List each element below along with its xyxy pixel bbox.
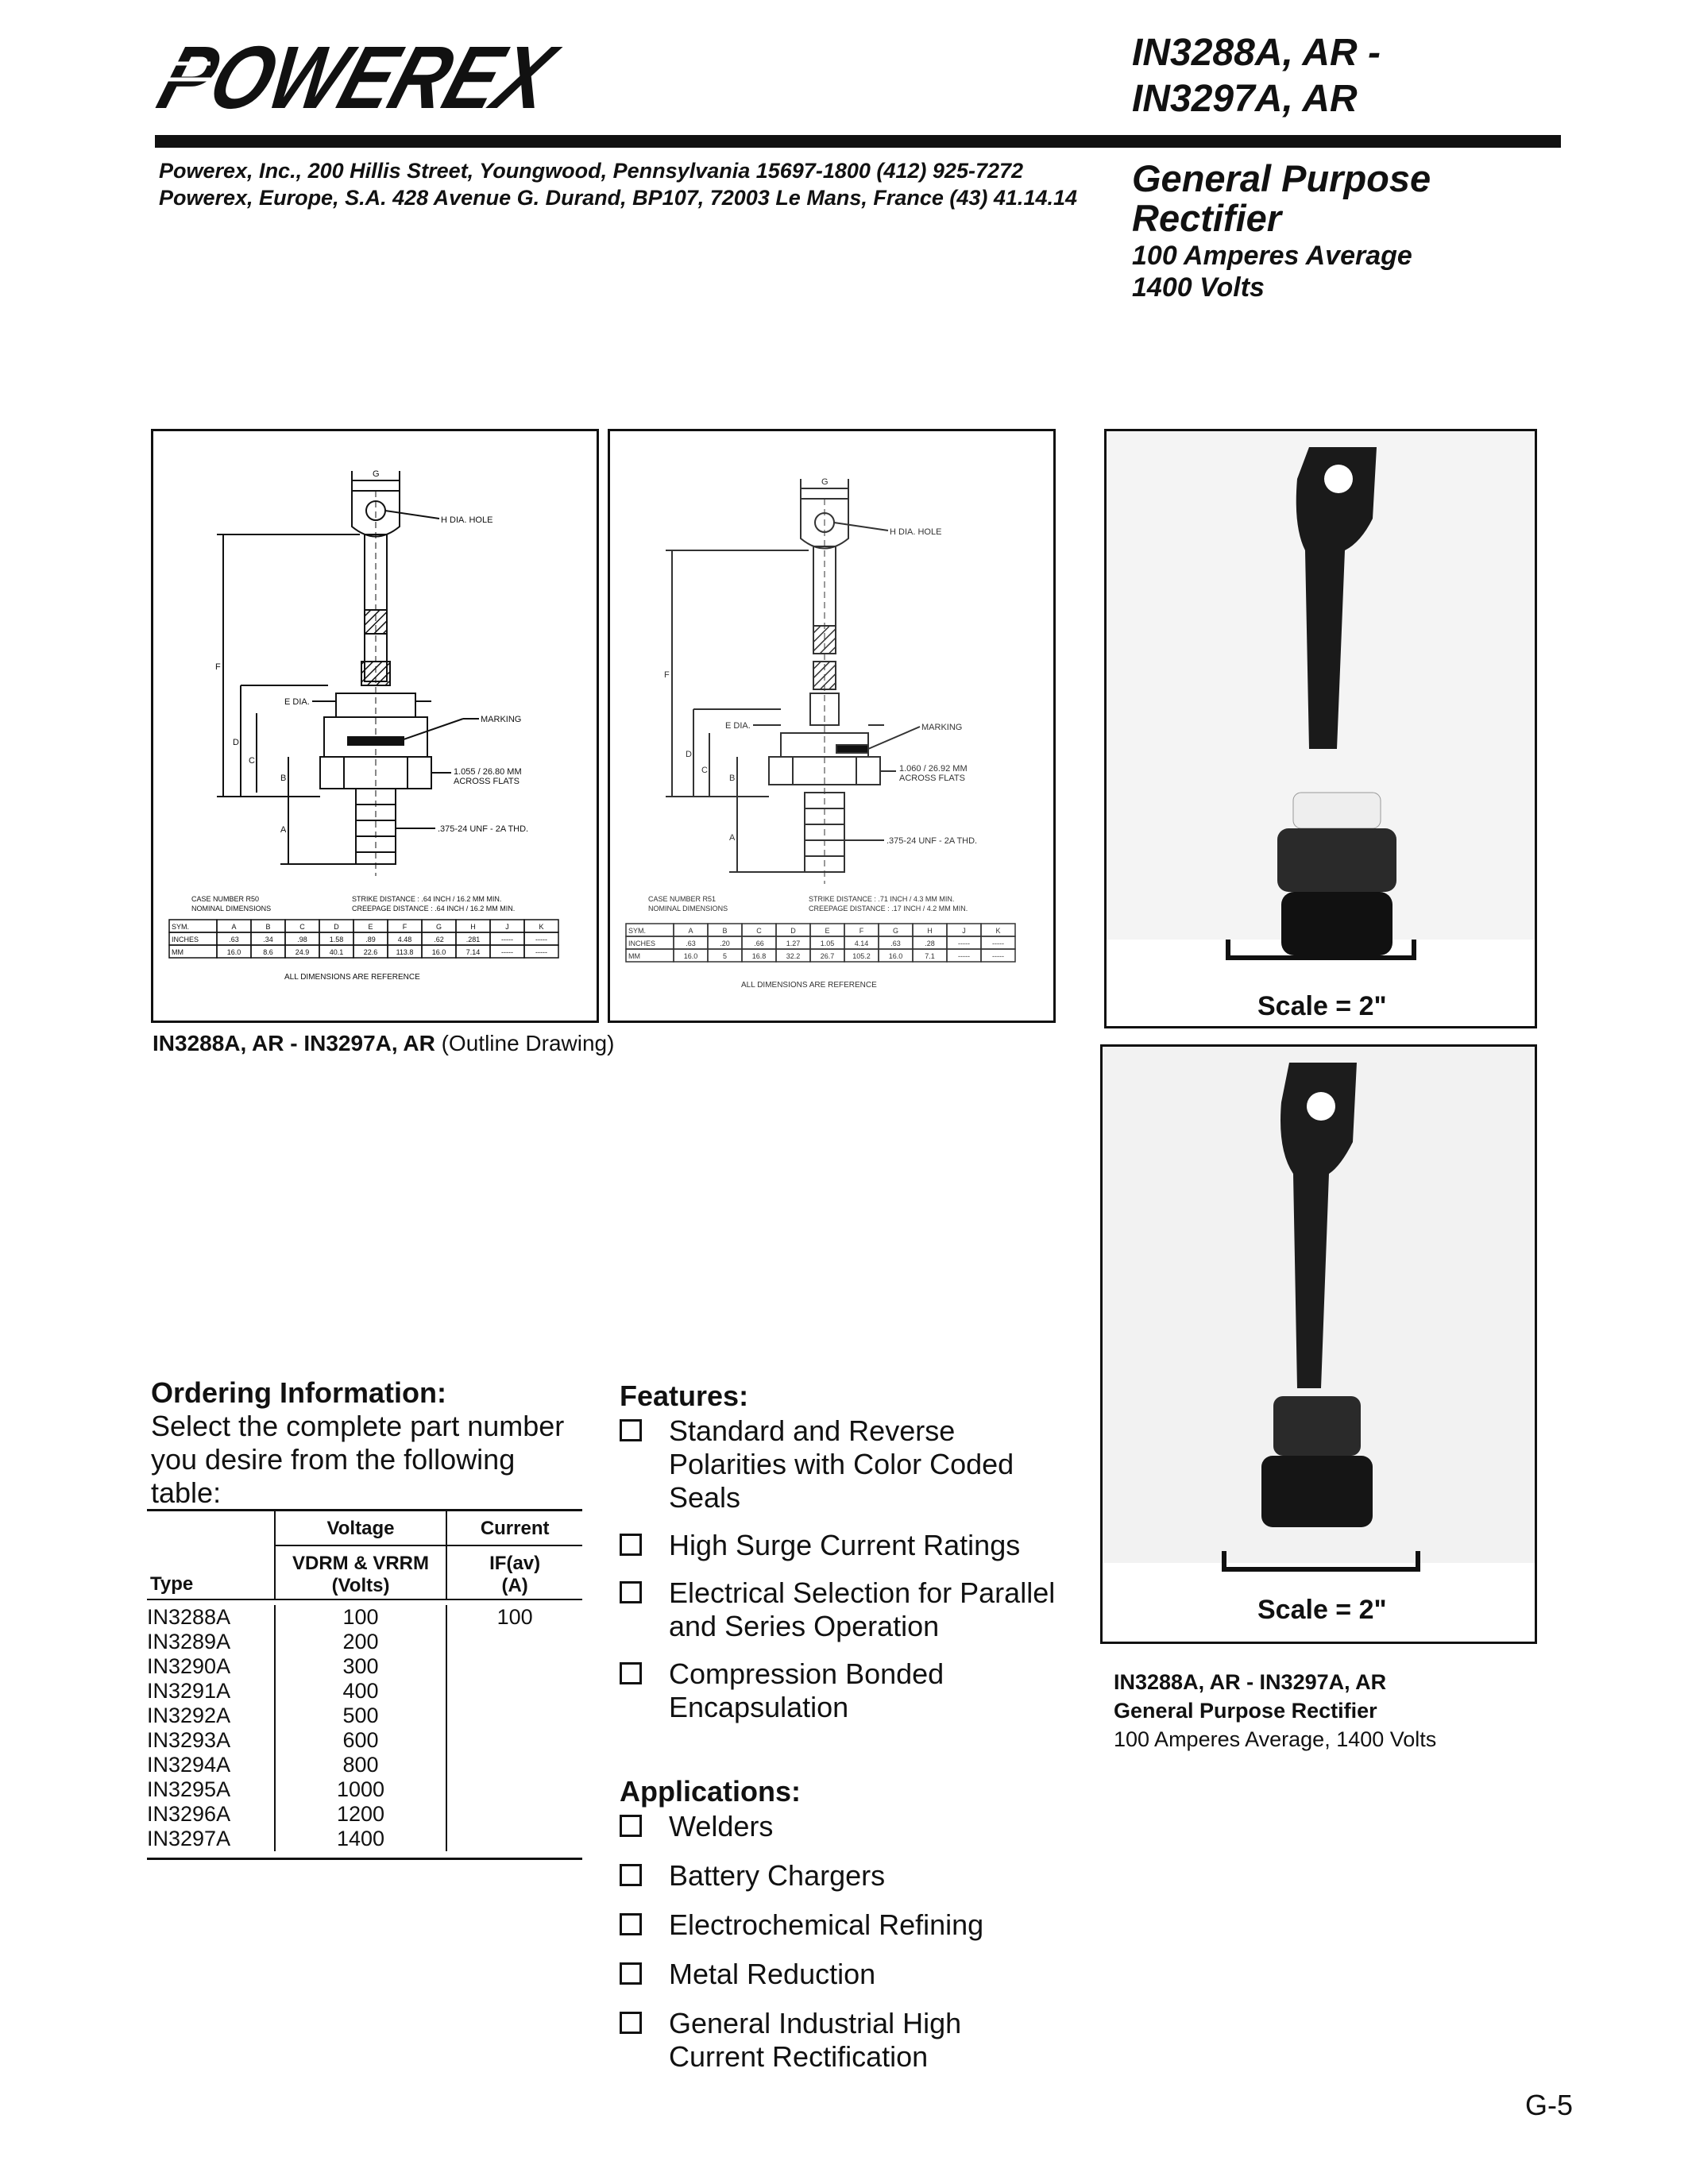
type-cell: IN3294A (147, 1753, 231, 1777)
col-type-header: Type (150, 1573, 194, 1595)
logo-text: POWEREX (147, 28, 635, 128)
page-number: G-5 (1525, 2089, 1574, 2121)
current-cell (447, 1704, 582, 1728)
dimension-cell: INCHES (628, 940, 656, 947)
voltage-cell: 800 (342, 1753, 379, 1777)
svg-text:CREEPAGE DISTANCE : .64 INCH /: CREEPAGE DISTANCE : .64 INCH / 16.2 MM MIN. (352, 905, 516, 913)
dimension-cell: MM (628, 952, 640, 960)
svg-text:E DIA.: E DIA. (725, 721, 751, 731)
svg-text:G: G (373, 469, 380, 479)
dimension-cell: ----- (958, 952, 970, 960)
checkbox-icon (620, 1534, 642, 1556)
dimension-cell: J (962, 927, 966, 935)
current-cell (447, 1654, 582, 1679)
outline-drawing-r51 (608, 429, 1056, 1023)
dimension-cell: ----- (992, 952, 1004, 960)
part-number-title (1132, 30, 1381, 122)
applications-list (620, 1810, 1064, 2089)
list-item (620, 1414, 1064, 1515)
dimension-cell: K (539, 923, 544, 931)
svg-text:C: C (249, 756, 255, 766)
svg-text:C: C (701, 766, 708, 775)
list-item-label: High Surge Current Ratings (669, 1529, 1021, 1561)
dimension-cell: 4.48 (397, 936, 412, 943)
dimension-cell: .34 (263, 936, 273, 943)
dimension-cell: .89 (365, 936, 376, 943)
type-cell: IN3295A (147, 1777, 231, 1801)
list-item-label: Electrical Selection for Parallel and Series Operation (669, 1576, 1056, 1642)
dimension-cell: K (995, 927, 1001, 935)
svg-text:A: A (729, 833, 736, 843)
voltage-cell: 200 (342, 1630, 379, 1653)
checkbox-icon (620, 1815, 642, 1837)
current-cell (447, 1753, 582, 1777)
col-current-unit: (A) (501, 1575, 528, 1596)
part-number-line1: IN3288A, AR - (1132, 32, 1381, 74)
dimension-cell: 16.0 (431, 948, 446, 956)
dimension-cell: E (825, 927, 830, 935)
company-address (159, 157, 1077, 211)
ordering-intro: Select the complete part number you desire from the following table: (151, 1410, 565, 1509)
checkbox-icon (620, 1913, 642, 1935)
dimension-cell: SYM. (628, 927, 647, 935)
svg-text:B: B (280, 774, 287, 783)
dimension-cell: B (265, 923, 271, 931)
dimension-cell: D (790, 927, 796, 935)
current-cell (447, 1728, 582, 1753)
type-cell: IN3292A (147, 1704, 231, 1727)
current-cell: 100 (496, 1605, 533, 1629)
current-cell (447, 1777, 582, 1802)
spec-current: 100 Amperes Average (1132, 241, 1412, 271)
list-item (620, 2007, 1064, 2074)
list-item (620, 1908, 1064, 1942)
svg-text:ACROSS FLATS: ACROSS FLATS (454, 777, 520, 786)
dimension-cell: ----- (958, 940, 970, 947)
type-cell: IN3297A (147, 1827, 231, 1850)
svg-text:D: D (233, 738, 239, 747)
voltage-cell: 300 (342, 1654, 379, 1678)
svg-text:F: F (215, 662, 221, 672)
list-item-label: Electrochemical Refining (669, 1908, 984, 1941)
svg-text:ACROSS FLATS: ACROSS FLATS (899, 774, 965, 783)
svg-text:NOMINAL DIMENSIONS: NOMINAL DIMENSIONS (191, 905, 272, 913)
outline-drawing-r51-svg (610, 431, 1053, 1021)
dimension-cell: 26.7 (820, 952, 835, 960)
dimension-cell: H (927, 927, 933, 935)
features-list (620, 1414, 1064, 1738)
dimension-cell: A (688, 927, 693, 935)
dimension-cell: .98 (297, 936, 307, 943)
photo-caption (1114, 1668, 1436, 1754)
type-cell: IN3289A (147, 1630, 231, 1653)
checkbox-icon (620, 1581, 642, 1603)
svg-text:B: B (729, 774, 736, 783)
svg-text:ALL DIMENSIONS ARE REFERENCE: ALL DIMENSIONS ARE REFERENCE (741, 981, 877, 990)
dimension-cell: ----- (501, 948, 513, 956)
product-title-line1: General Purpose (1132, 157, 1431, 199)
svg-text:ALL DIMENSIONS ARE REFERENCE: ALL DIMENSIONS ARE REFERENCE (284, 973, 420, 982)
product-photo-2 (1100, 1044, 1537, 1644)
outline-caption-label: (Outline Drawing) (441, 1031, 615, 1055)
features-heading: Features: (620, 1379, 749, 1412)
svg-text:1.060 / 26.92 MM: 1.060 / 26.92 MM (899, 764, 968, 774)
list-item (620, 1810, 1064, 1843)
type-cell: IN3293A (147, 1728, 231, 1752)
product-specs (1132, 240, 1412, 303)
current-cell (447, 1827, 582, 1851)
outline-drawing-r50-svg (153, 431, 597, 1021)
dimension-cell: ----- (535, 948, 547, 956)
dimension-cell: 105.2 (852, 952, 871, 960)
dimension-cell: C (299, 923, 305, 931)
svg-text:H DIA. HOLE: H DIA. HOLE (441, 515, 493, 525)
svg-text:H DIA. HOLE: H DIA. HOLE (890, 527, 942, 537)
svg-text:1.055 / 26.80 MM: 1.055 / 26.80 MM (454, 767, 522, 777)
dimension-cell: C (756, 927, 762, 935)
voltage-cell: 1200 (336, 1802, 385, 1826)
list-item-label: General Industrial High Current Rectification (669, 2007, 962, 2073)
voltage-cell: 600 (342, 1728, 379, 1752)
list-item (620, 1657, 1064, 1724)
dimension-cell: .63 (229, 936, 239, 943)
list-item (620, 1958, 1064, 1991)
outline-drawing-r50 (151, 429, 599, 1023)
svg-text:STRIKE DISTANCE : .71 INCH / 4: STRIKE DISTANCE : .71 INCH / 4.3 MM MIN. (809, 895, 955, 903)
current-cell (447, 1630, 582, 1654)
photo-caption-title: General Purpose Rectifier (1114, 1699, 1377, 1723)
product-title (1132, 159, 1431, 238)
checkbox-icon (620, 1419, 642, 1441)
dimension-cell: 16.0 (888, 952, 903, 960)
dimension-cell: SYM. (172, 923, 190, 931)
col-current-sub: IF(av) (447, 1545, 582, 1575)
address-us: Powerex, Inc., 200 Hillis Street, Youngwood, Pennsylvania 15697-1800 (412) 925-7272 (159, 159, 1024, 183)
dimension-cell: 7.14 (465, 948, 481, 956)
dimension-cell: 16.0 (683, 952, 698, 960)
svg-text:.375-24 UNF - 2A THD.: .375-24 UNF - 2A THD. (886, 836, 978, 846)
dimension-cell: 4.14 (854, 940, 869, 947)
ordering-table (147, 1509, 582, 1860)
list-item (620, 1576, 1064, 1643)
product-title-line2: Rectifier (1132, 197, 1282, 239)
dimension-cell: F (859, 927, 864, 935)
svg-text:STRIKE DISTANCE : .64 INCH / 1: STRIKE DISTANCE : .64 INCH / 16.2 MM MIN. (352, 895, 502, 903)
col-voltage-unit: (Volts) (331, 1575, 390, 1596)
dimension-cell: ----- (992, 940, 1004, 947)
dimension-table-r50 (169, 920, 558, 958)
type-cell: IN3290A (147, 1654, 231, 1678)
scale-label-2: Scale = 2" (1257, 1595, 1387, 1625)
list-item-label: Standard and Reverse Polarities with Color Coded Seals (669, 1414, 1014, 1514)
dimension-table-r51 (626, 924, 1015, 962)
type-cell: IN3288A (147, 1605, 231, 1629)
svg-text:MARKING: MARKING (481, 715, 522, 724)
svg-text:G: G (821, 477, 829, 487)
svg-text:E DIA.: E DIA. (284, 697, 310, 707)
dimension-cell: .281 (465, 936, 481, 943)
svg-text:.375-24 UNF - 2A THD.: .375-24 UNF - 2A THD. (438, 824, 529, 834)
list-item-label: Welders (669, 1810, 774, 1843)
checkbox-icon (620, 1962, 642, 1985)
ordering-rows (147, 1600, 582, 1858)
list-item-label: Metal Reduction (669, 1958, 876, 1990)
col-current-header: Current (480, 1518, 550, 1539)
applications-heading: Applications: (620, 1775, 802, 1808)
svg-text:CASE NUMBER R51: CASE NUMBER R51 (648, 895, 717, 903)
dimension-cell: 32.2 (786, 952, 801, 960)
svg-text:A: A (280, 825, 287, 835)
col-voltage-sub: VDRM & VRRM (276, 1545, 446, 1575)
col-voltage-header: Voltage (326, 1518, 395, 1539)
svg-text:CREEPAGE DISTANCE : .17 INCH /: CREEPAGE DISTANCE : .17 INCH / 4.2 MM MIN. (809, 905, 968, 913)
dimension-cell: J (505, 923, 509, 931)
type-cell: IN3296A (147, 1802, 231, 1826)
dimension-cell: 40.1 (329, 948, 344, 956)
ordering-heading: Ordering Information: (151, 1376, 446, 1409)
dimension-cell: 22.6 (363, 948, 378, 956)
dimension-cell: G (435, 923, 442, 931)
outline-caption-parts: IN3288A, AR - IN3297A, AR (153, 1031, 435, 1055)
dimension-cell: 5 (722, 952, 728, 960)
dimension-cell: H (470, 923, 476, 931)
dimension-cell: MM (172, 948, 183, 956)
voltage-cell: 500 (342, 1704, 379, 1727)
outline-caption (153, 1031, 614, 1056)
dimension-cell: .62 (434, 936, 444, 943)
list-item (620, 1529, 1064, 1562)
list-item (620, 1859, 1064, 1893)
dimension-cell: 1.05 (820, 940, 835, 947)
dimension-cell: .63 (686, 940, 696, 947)
svg-text:D: D (686, 750, 692, 759)
dimension-cell: 16.0 (226, 948, 241, 956)
rectifier-photo-2 (1103, 1047, 1535, 1642)
dimension-cell: 8.6 (263, 948, 273, 956)
checkbox-icon (620, 2012, 642, 2034)
part-number-line2: IN3297A, AR (1132, 78, 1358, 120)
dimension-cell: D (334, 923, 339, 931)
voltage-cell: 400 (342, 1679, 379, 1703)
checkbox-icon (620, 1864, 642, 1886)
current-cell (447, 1679, 582, 1704)
dimension-cell: ----- (535, 936, 547, 943)
dimension-cell: A (231, 923, 237, 931)
dimension-cell: 7.1 (925, 952, 935, 960)
dimension-cell: 24.9 (295, 948, 310, 956)
dimension-cell: 113.8 (396, 948, 414, 956)
dimension-cell: B (722, 927, 728, 935)
scale-label-1: Scale = 2" (1257, 991, 1387, 1021)
header-rule (155, 135, 1561, 148)
spec-voltage: 1400 Volts (1132, 272, 1265, 303)
dimension-cell: .66 (754, 940, 764, 947)
dimension-cell: 16.8 (751, 952, 767, 960)
dimension-cell: E (368, 923, 373, 931)
dimension-cell: G (892, 927, 899, 935)
photo-caption-parts: IN3288A, AR - IN3297A, AR (1114, 1670, 1387, 1694)
dimension-cell: .20 (720, 940, 730, 947)
powerex-logo (147, 28, 635, 128)
dimension-cell: .63 (890, 940, 901, 947)
voltage-cell: 1000 (336, 1777, 385, 1801)
checkbox-icon (620, 1662, 642, 1684)
dimension-cell: .28 (925, 940, 935, 947)
type-cell: IN3291A (147, 1679, 231, 1703)
dimension-cell: 1.58 (329, 936, 344, 943)
list-item-label: Battery Chargers (669, 1859, 886, 1892)
voltage-cell: 1400 (336, 1827, 385, 1850)
svg-text:NOMINAL DIMENSIONS: NOMINAL DIMENSIONS (648, 905, 728, 913)
dimension-cell: F (402, 923, 408, 931)
dimension-cell: INCHES (172, 936, 199, 943)
svg-text:MARKING: MARKING (921, 723, 963, 732)
rectifier-photo-1 (1107, 431, 1535, 1026)
svg-text:F: F (664, 670, 670, 680)
current-cell (447, 1802, 582, 1827)
address-europe: Powerex, Europe, S.A. 428 Avenue G. Durand, BP107, 72003 Le Mans, France (43) 41.14.14 (159, 186, 1078, 210)
svg-text:CASE NUMBER R50: CASE NUMBER R50 (191, 895, 260, 903)
product-photo-1 (1104, 429, 1537, 1028)
voltage-cell: 100 (342, 1605, 379, 1629)
dimension-cell: 1.27 (786, 940, 801, 947)
dimension-cell: ----- (501, 936, 513, 943)
photo-caption-specs: 100 Amperes Average, 1400 Volts (1114, 1727, 1437, 1751)
list-item-label: Compression Bonded Encapsulation (669, 1657, 944, 1723)
